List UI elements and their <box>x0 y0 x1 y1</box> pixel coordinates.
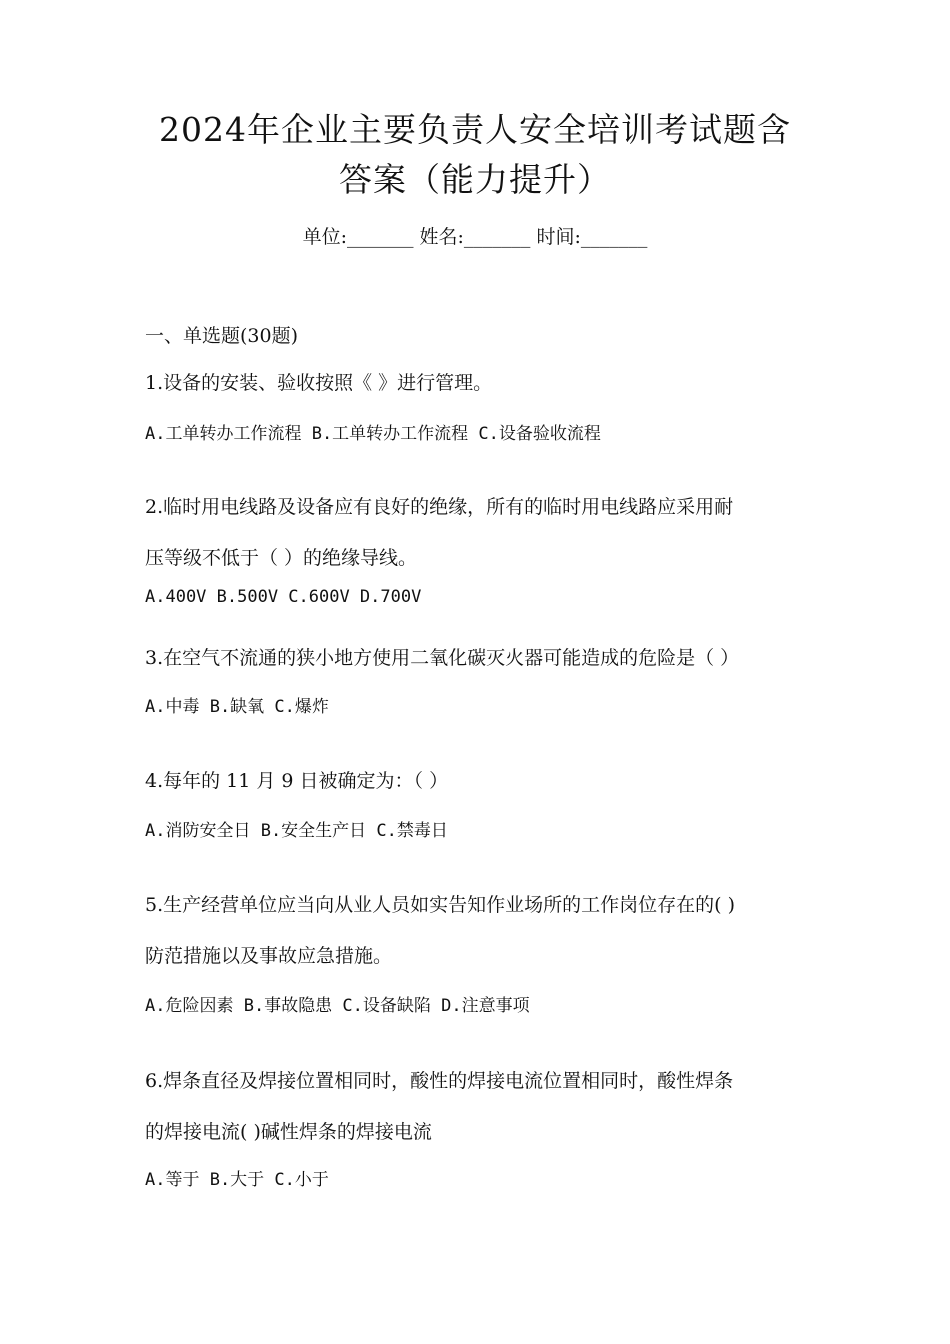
question-6-text: 6.焊条直径及焊接位置相同时，酸性的焊接电流位置相同时，酸性焊条 <box>145 1070 734 1092</box>
question-6-options: A.等于 B.大于 C.小于 <box>145 1170 329 1190</box>
question-4-options: A.消防安全日 B.安全生产日 C.禁毒日 <box>145 821 448 841</box>
document-title-line-2: 答案（能力提升） <box>339 160 611 199</box>
question-5-text-cont: 防范措施以及事故应急措施。 <box>145 945 393 967</box>
question-1-options: A.工单转办工作流程 B.工单转办工作流程 C.设备验收流程 <box>145 424 601 444</box>
question-3-text: 3.在空气不流通的狭小地方使用二氧化碳灭火器可能造成的危险是（ ） <box>145 647 740 669</box>
question-4-text: 4.每年的 11 月 9 日被确定为：（ ） <box>145 770 449 792</box>
question-5-text: 5.生产经营单位应当向从业人员如实告知作业场所的工作岗位存在的( ) <box>145 894 735 916</box>
question-2-text-cont: 压等级不低于（ ）的绝缘导线。 <box>145 547 418 569</box>
info-fields-line: 单位:_______ 姓名:_______ 时间:_______ <box>302 226 648 248</box>
question-2-text: 2.临时用电线路及设备应有良好的绝缘，所有的临时用电线路应采用耐 <box>145 496 734 518</box>
section-heading: 一、单选题(30题) <box>145 325 299 347</box>
question-6-text-cont: 的焊接电流( )碱性焊条的焊接电流 <box>145 1121 432 1143</box>
question-1-text: 1.设备的安装、验收按照《 》进行管理。 <box>145 372 493 394</box>
question-5-options: A.危险因素 B.事故隐患 C.设备缺陷 D.注意事项 <box>145 996 530 1016</box>
question-3-options: A.中毒 B.缺氧 C.爆炸 <box>145 697 329 717</box>
document-title-line-1: 2024年企业主要负责人安全培训考试题含 <box>159 110 791 149</box>
question-2-options: A.400V B.500V C.600V D.700V <box>145 587 422 607</box>
